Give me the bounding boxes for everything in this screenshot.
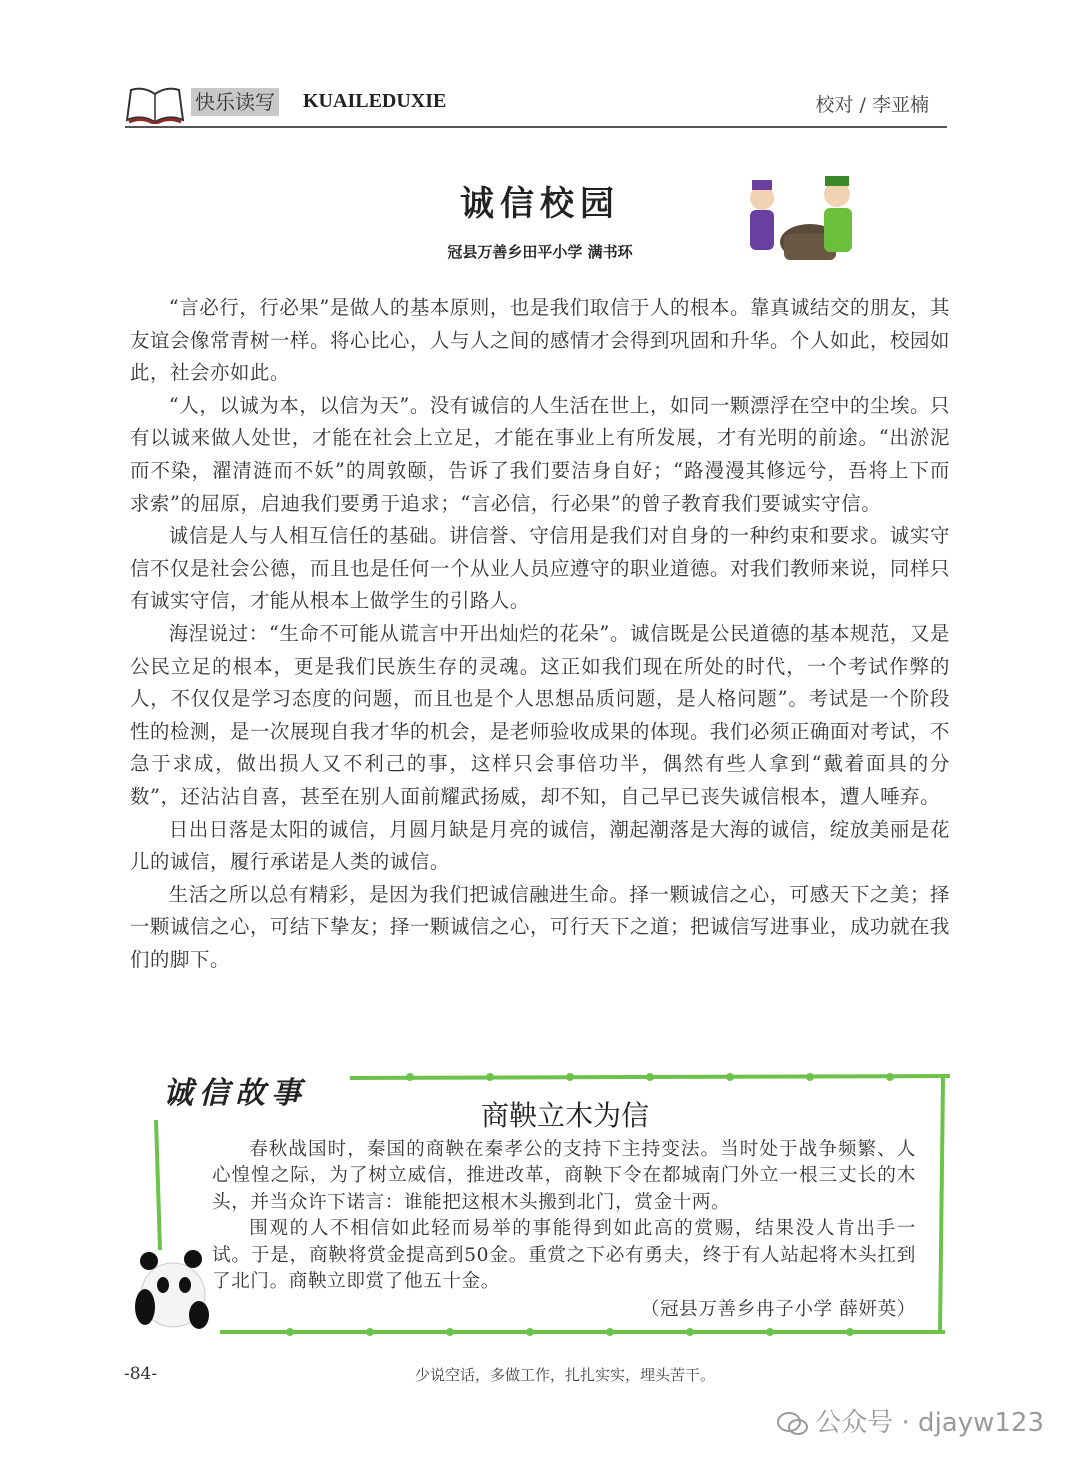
panda-illustration (135, 1245, 210, 1330)
footer-motto: 少说空话，多做工作，扎扎实实，埋头苦干。 (414, 1366, 715, 1384)
open-book-icon (125, 84, 185, 124)
brand-name-en: KUAILEDUXIE (303, 90, 447, 112)
paragraph: 海涅说过：“生命不可能从谎言中开出灿烂的花朵”。诚信既是公民道德的基本规范，又是公民立足的根本，更是我们民族生存的灵魂。这正如我们现在所处的时代，一个考试作弊的人，不仅仅是学习态度的问题，而且也是个人思想品质问题，是人格问题”。考试是一个阶段性的检测，是一次展现自我才华的机会，是老师验收成果的体现。我们必须正确面对考试，不急于求成，做出损人又不利己的事，这样只会事倍功半，偶然有些人拿到“戴着面具的分数”，还沾沾自喜，甚至在别人面前耀武扬威，却不知，自己早已丧失诚信根本，遭人唾弃。 (130, 621, 950, 808)
wechat-icon (777, 1411, 809, 1437)
paragraph: “人，以诚为本，以信为天”。没有诚信的人生活在世上，如同一颗漂浮在空中的尘埃。只有以诚来做人处世，才能在社会上立足，才能在事业上有所发展，才有光明的前途。“出淤泥而不染，濯清涟而不妖”的周敦颐，告诉了我们要洁身自好；“路漫漫其修远兮，吾将上下而求索”的屈原，启迪我们要勇于追求；“言必信，行必果”的曾子教育我们要诚实守信。 (130, 393, 950, 515)
article-body (130, 292, 950, 976)
story-body (212, 1137, 916, 1324)
page-header (125, 82, 947, 128)
watermark (777, 1402, 1044, 1439)
cartoon-illustration (742, 172, 862, 267)
paragraph: “言必行，行必果”是做人的基本原则，也是我们取信于人的根本。靠真诚结交的朋友，其友谊会像常青树一样。将心比心，人与人之间的感情才会得到巩固和升华。个人如此，校园如此，社会亦如此。 (130, 296, 950, 385)
paragraph: 围观的人不相信如此轻而易举的事能得到如此高的赏赐，结果没人肯出手一试。于是，商鞅将赏金提高到50金。重赏之下必有勇夫，终于有人站起将木头扛到了北门。商鞅立即赏了他五十金。 (212, 1218, 916, 1293)
proofreader: 校对 / 李亚楠 (815, 94, 929, 116)
brand-name-cn: 快乐读写 (191, 88, 279, 116)
paragraph: 诚信是人与人相互信任的基础。讲信誉、守信用是我们对自身的一种约束和要求。诚实守信不仅是社会公德，而且也是任何一个从业人员应遵守的职业道德。对我们教师来说，同样只有诚实守信，才能从根本上做学生的引路人。 (130, 524, 950, 613)
story-signature: （冠县万善乡冉子小学 薛妍英） (640, 1299, 916, 1321)
paragraph: 生活之所以总有精彩，是因为我们把诚信融进生命。择一颗诚信之心，可感天下之美；择一颗诚信之心，可结下挚友；择一颗诚信之心，可行天下之道；把诚信写进事业，成功就在我们的脚下。 (130, 882, 950, 971)
story-title: 商鞅立木为信 (480, 1099, 649, 1132)
paragraph: 日出日落是太阳的诚信，月圆月缺是月亮的诚信，潮起潮落是大海的诚信，绽放美丽是花儿的诚信，履行承诺是人类的诚信。 (130, 817, 950, 874)
story-section-label: 诚信故事 (163, 1076, 307, 1111)
article-byline: 冠县万善乡田平小学 满书环 (447, 243, 633, 261)
article-title: 诚信校园 (460, 184, 620, 224)
paragraph: 春秋战国时，秦国的商鞅在秦孝公的支持下主持变法。当时处于战争频繁、人心惶惶之际，为了树立威信，推进改革，商鞅下令在都城南门外立一根三丈长的木头，并当众许下诺言：谁能把这根木头搬到北门，赏金十两。 (212, 1139, 916, 1213)
page-number: -84- (124, 1364, 158, 1384)
watermark-text: 公众号 · djayw123 (815, 1408, 1044, 1438)
